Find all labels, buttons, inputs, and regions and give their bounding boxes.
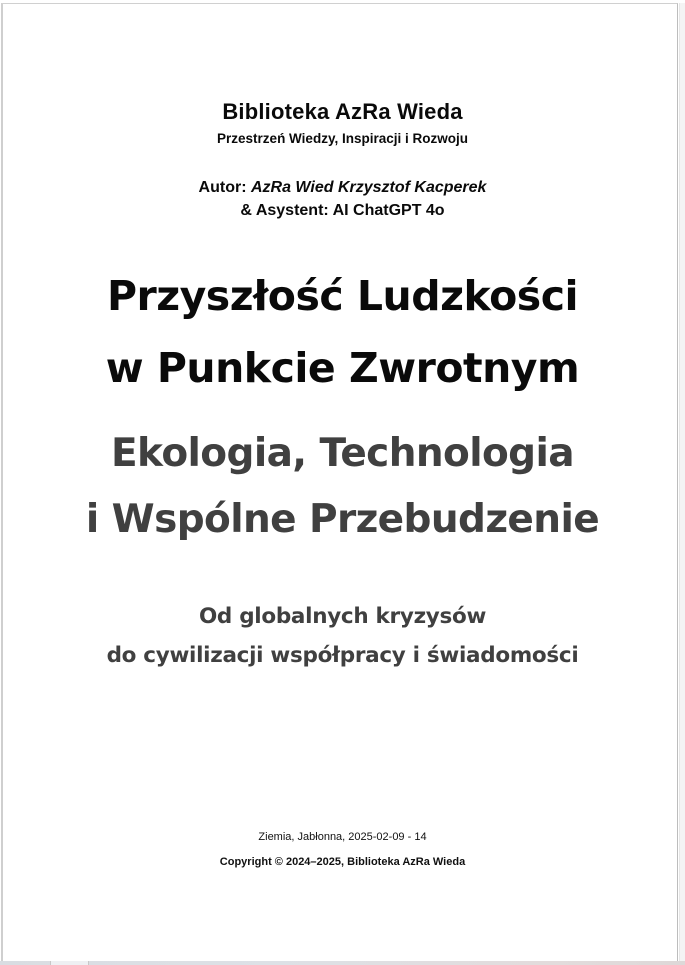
horizontal-scrollbar[interactable]: [0, 961, 685, 965]
vertical-scrollbar-track[interactable]: [679, 3, 685, 961]
tagline-line-1: Od globalnych kryzysów: [198, 604, 487, 629]
library-name: Biblioteka AzRa Wieda: [222, 99, 463, 124]
document-page: [1, 3, 678, 961]
main-title-line-1: Przyszłość Ludzkości: [106, 272, 579, 320]
horizontal-scrollbar-thumb[interactable]: [50, 961, 89, 965]
place-date: Ziemia, Jabłonna, 2025-02-09 - 14: [258, 831, 427, 843]
subtitle-line-2: i Wspólne Przebudzenie: [85, 497, 600, 542]
subtitle-line-1: Ekologia, Technologia: [111, 431, 574, 476]
main-title-line-2: w Punkcie Zwrotnym: [105, 344, 580, 392]
tagline-line-2: do cywilizacji współpracy i świadomości: [106, 643, 579, 668]
copyright-notice: Copyright © 2024–2025, Biblioteka AzRa Wieda: [219, 856, 466, 868]
library-tagline: Przestrzeń Wiedzy, Inspiracji i Rozwoju: [217, 131, 468, 146]
author-label: Autor:: [198, 179, 251, 196]
author-name: AzRa Wied Krzysztof Kacperek: [250, 179, 487, 196]
assistant-line: & Asystent: AI ChatGPT 4o: [240, 202, 445, 219]
author-line: [0, 179, 685, 197]
